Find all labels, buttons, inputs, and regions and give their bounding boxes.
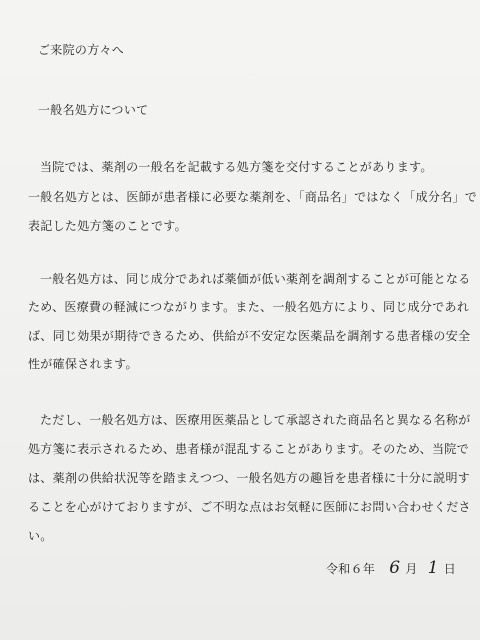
paragraph-line: ただし、一般名処方は、医療用医薬品として承認された商品名と異なる名称が [40,413,471,427]
date-era: 令和６年 [326,562,376,576]
paragraph-line: 一般名処方は、同じ成分であれば薬価が低い薬剤を調剤することが可能となる [40,272,471,286]
paragraph-line: 処方箋に表示されるため、患者様が混乱することがあります。そのため、当院で [28,442,469,456]
paragraph-line: 表記した処方箋のことです。 [28,219,187,233]
paragraph-line: ば、同じ効果が期待できるため、供給が不安定な医薬品を調剤する患者様の安全 [28,329,471,343]
date-day-unit: 日 [443,562,457,576]
paragraph-line: 性が確保されます。 [28,357,138,371]
date-day-handwritten: 1 [427,558,439,578]
notice-heading: 一般名処方について [38,103,149,117]
paragraph-line: ため、医療費の軽減につながります。また、一般名処方により、同じ成分であれ [28,300,470,314]
paragraph-line: 当院では、薬剤の一般名を記載する処方箋を交付することがあります。 [40,160,433,174]
date-month-unit: 月 [405,562,418,576]
paragraph-line: ることを心がけておりますが、ご不明な点はお気軽に医師にお問い合わせくださ [28,500,471,514]
paragraph-line: は、薬剤の供給状況等を踏まえつつ、一般名処方の趣旨を患者様に十分に説明す [28,471,471,485]
paragraph-line: 一般名処方とは、医師が患者様に必要な薬剤を、「商品名」ではなく「成分名」で [28,190,478,204]
greeting-text: ご来院の方々へ [38,43,125,57]
date-month-handwritten: 6 [389,558,401,578]
paragraph-line: い。 [28,529,53,543]
issue-date [326,558,456,579]
